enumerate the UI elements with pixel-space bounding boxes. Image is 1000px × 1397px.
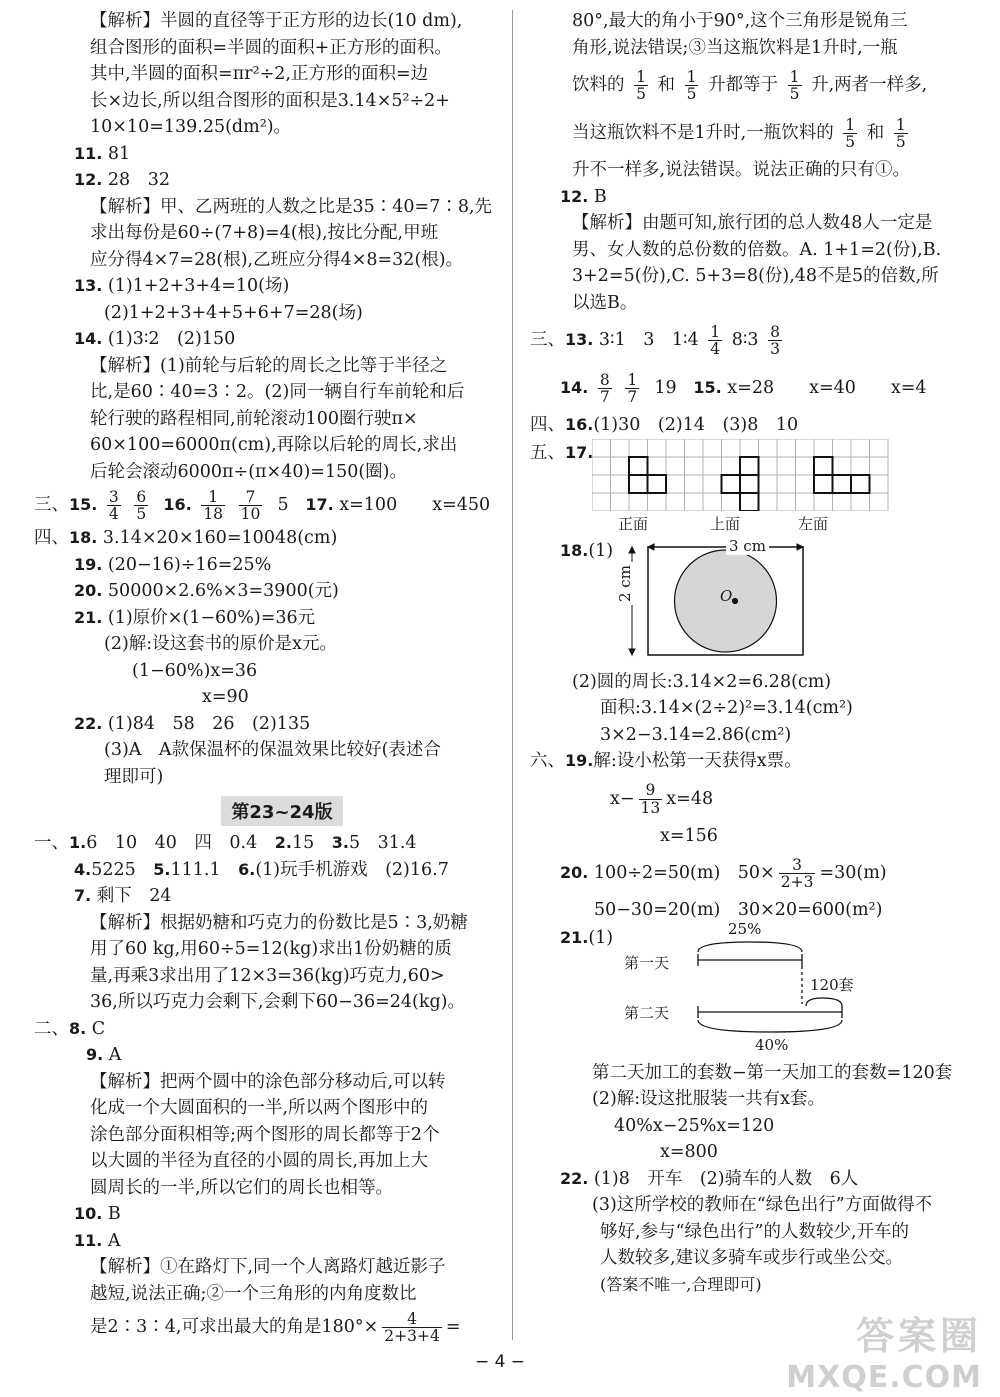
text-line: (答案不唯一,合理即可) xyxy=(600,1274,762,1294)
fraction: $\frac{8}{3}$ xyxy=(770,322,781,358)
view-left-cell xyxy=(814,475,833,493)
text-line: 理即可) xyxy=(104,766,164,787)
section-4-row: 四、16.(1)30 (2)14 (3)8 10 xyxy=(530,415,799,435)
fraction: $\frac{1}{5}$ xyxy=(845,115,856,151)
fraction: $\frac{1}{5}$ xyxy=(686,67,697,103)
text-line: 角形,说法错误;③当这瓶饮料是1升时,一瓶 xyxy=(572,37,898,58)
text-line: 【解析】①在路灯下,同一个人离路灯越近影子 xyxy=(90,1257,446,1277)
fraction: $\frac{1}{7}$ xyxy=(627,370,638,406)
view-front-cell xyxy=(629,475,648,493)
text-line: 以选B。 xyxy=(572,292,638,313)
pct-label-second: 40% xyxy=(755,1035,789,1054)
text-line: 其中,半圆的面积=πr²÷2,正方形的面积=边 xyxy=(90,64,429,84)
question-12: 12. 28 32 xyxy=(74,170,170,190)
views-grid xyxy=(592,439,892,511)
view-front-cell xyxy=(629,457,648,475)
question-21: 21.(1) xyxy=(560,927,614,948)
view-label-front: 正面 xyxy=(618,514,649,533)
text-line: (3)这所学校的教师在“绿色出行”方面做得不 xyxy=(592,1195,933,1215)
text-line: 第二天加工的套数−第一天加工的套数=120套 xyxy=(592,1062,953,1083)
pct-label-first: 25% xyxy=(728,919,762,938)
question-10: 10. B xyxy=(74,1204,121,1224)
text-line: 应分得4×7=28(根),乙班应分得4×8=32(根)。 xyxy=(90,249,464,270)
text-line: (2)1+2+3+4+5+6+7=28(场) xyxy=(104,302,363,323)
equation-line: (1−60%)x=36 xyxy=(132,660,258,681)
column-divider xyxy=(512,10,513,1340)
text-line: 10×10=139.25(dm²)。 xyxy=(90,117,292,137)
view-label-top: 上面 xyxy=(710,514,741,533)
fraction: $\frac{6}{5}$ xyxy=(136,487,147,523)
text-line: 面积:3.14×(2÷2)²=3.14(cm²) xyxy=(600,698,853,718)
text-line: 【解析】(1)前轮与后轮的周长之比等于半径之 xyxy=(90,355,448,376)
text-line: 人数较多,建议多骑车或步行或坐公交。 xyxy=(600,1248,904,1268)
equation-line: x− $\frac{9}{13}$ x=48 xyxy=(610,781,714,817)
view-label-left: 左面 xyxy=(798,514,829,533)
text-line: 组合图形的面积=半圆的面积+正方形的面积。 xyxy=(90,37,452,58)
fraction: $\frac{1}{5}$ xyxy=(895,115,906,151)
text-line: 【解析】半圆的直径等于正方形的边长(10 dm), xyxy=(90,11,463,31)
text-line: 求出每份是60÷(7+8)=4(根),按比分配,甲班 xyxy=(90,223,439,243)
text-line: (2)圆的周长:3.14×2=6.28(cm) xyxy=(572,671,832,692)
section-1-row: 4.5225 5.111.1 6.(1)玩手机游戏 (2)16.7 xyxy=(74,859,449,880)
text-line: 50−30=20(m) 30×20=600(m²) xyxy=(594,900,883,920)
question-20: 20. 50000×2.6%×3=3900(元) xyxy=(74,581,339,601)
text-line: (2)解:设这套书的原价是x元。 xyxy=(104,634,338,654)
question-14: 14. (1)3∶2 (2)150 xyxy=(74,329,236,349)
section-5-label: 五、17. xyxy=(530,442,594,463)
diff-label: 120套 xyxy=(810,975,854,994)
text-line: 量,再乘3求出用了12×3=36(kg)巧克力,60> xyxy=(90,965,445,986)
watermark-logo: 答案圈 MXQE.COM xyxy=(786,1314,982,1395)
question-11: 11. 81 xyxy=(74,143,131,164)
fraction: $\frac{3}{4}$ xyxy=(108,487,119,523)
view-left-cell xyxy=(814,457,833,475)
section-3-row: 三、15. $\frac{3}{4}$ $\frac{6}{5}$ 16. $\frac{1}{18}$ $\frac{7}{10}$ 5 17. x=100 x=450 xyxy=(34,487,491,523)
height-label: 2 cm xyxy=(616,562,634,605)
text-line: 【解析】根据奶糖和巧克力的份数比是5∶3,奶糖 xyxy=(90,912,468,933)
view-top-cell xyxy=(722,475,741,493)
equation-line: x=800 xyxy=(660,1142,718,1162)
view-front-cell xyxy=(648,475,667,493)
text-line: 后轮会滚动6000π÷(π×40)=150(圈)。 xyxy=(90,461,408,482)
view-left-cell xyxy=(833,475,852,493)
text-line: 圆周长的一半,所以它们的周长也相等。 xyxy=(90,1177,394,1198)
section-2-row: 二、8. C xyxy=(34,1018,106,1039)
text-line: 涂色部分面积相等;两个图形的周长都等于2个 xyxy=(90,1124,440,1145)
text-line: 轮行驶的路程相同,前轮滚动100圈行驶π× xyxy=(90,408,418,429)
equation-line: 40%x−25%x=120 xyxy=(614,1115,775,1136)
fraction: $\frac{9}{13}$ xyxy=(640,781,661,817)
text-line: 3×2−3.14=2.86(cm²) xyxy=(600,724,792,745)
section-6-row: 六、19.解:设小松第一天获得x票。 xyxy=(530,751,802,771)
question-11b: 11. A xyxy=(74,1230,121,1251)
text-line: 够好,参与“绿色出行”的人数较少,开车的 xyxy=(600,1221,910,1242)
fraction: $\frac{1}{4}$ xyxy=(710,322,721,358)
section-3-row: 14. $\frac{8}{7}$ $\frac{1}{7}$ 19 15. x=28 x=40 x=4 xyxy=(560,370,927,406)
text-line: 用了60 kg,用60÷5=12(kg)求出1份奶糖的质 xyxy=(90,939,452,959)
view-top-cell xyxy=(740,493,759,511)
fraction: $\frac{8}{7}$ xyxy=(599,370,610,406)
view-top-cell xyxy=(740,475,759,493)
center-point xyxy=(732,598,737,603)
fraction: $\frac{3}{2+3}$ xyxy=(780,855,814,891)
text-line: 比,是60∶40=3∶2。(2)同一辆自行车前轮和后 xyxy=(90,382,465,402)
question-22: 22. (1)8 开车 (2)骑车的人数 6人 xyxy=(560,1168,859,1189)
question-9: 9. A xyxy=(86,1045,122,1065)
section-4-row: 四、18. 3.14×20×160=10048(cm) xyxy=(34,528,338,548)
fraction: $\frac{1}{5}$ xyxy=(789,67,800,103)
text-line: 当这瓶饮料不是1升时,一瓶饮料的 $\frac{1}{5}$ 和 $\frac{1}{5}$ xyxy=(572,115,906,151)
text-line: 男、女人数的总份数的倍数。A. 1+1=2(份),B. xyxy=(572,239,942,260)
text-line: 是2∶3∶4,可求出最大的角是180°× $\frac{4}{2+3+4}$ = xyxy=(90,1309,461,1345)
question-13: 13. (1)1+2+3+4=10(场) xyxy=(74,276,290,296)
text-line: 升不一样多,说法错误。说法正确的只有①。 xyxy=(572,160,911,180)
question-18: 18.(1) xyxy=(560,540,614,561)
center-label: O xyxy=(720,586,733,605)
text-line: 【解析】把两个圆中的涂色部分移动后,可以转 xyxy=(90,1071,446,1092)
fraction: $\frac{7}{10}$ xyxy=(240,487,261,523)
equation-line: x=156 xyxy=(660,825,718,846)
equation-line: x=90 xyxy=(202,687,249,707)
width-label: 3 cm xyxy=(726,537,769,555)
fraction: $\frac{4}{2+3+4}$ xyxy=(384,1309,440,1345)
text-line: (2)解:设这批服装一共有x套。 xyxy=(592,1089,826,1109)
text-line: 饮料的 $\frac{1}{5}$ 和 $\frac{1}{5}$ 升都等于 $\frac{1}{5}$ 升,两者一样多, xyxy=(572,67,928,103)
view-left-cell xyxy=(851,475,870,493)
circle-in-rectangle-figure xyxy=(530,537,970,669)
question-21: 21. (1)原价×(1−60%)=36元 xyxy=(74,607,316,628)
question-12: 12. B xyxy=(560,186,607,207)
day1-label: 第一天 xyxy=(624,953,670,972)
right-column xyxy=(530,8,970,1298)
left-column xyxy=(34,8,502,1347)
question-20: 20. 100÷2=50(m) 50× $\frac{3}{2+3}$ =30(m) xyxy=(560,855,887,891)
segment-diagram xyxy=(530,919,970,1060)
text-line: 60×100=6000π(cm),再除以后轮的周长,求出 xyxy=(90,435,458,455)
text-line: 【解析】甲、乙两班的人数之比是35∶40=7∶8,先 xyxy=(90,196,493,217)
text-line: 80°,最大的角小于90°,这个三角形是锐角三 xyxy=(572,11,908,31)
view-top-cell xyxy=(740,457,759,475)
fraction: $\frac{1}{5}$ xyxy=(636,67,646,103)
text-line: 3+2=5(份),C. 5+3=8(份),48不是5的倍数,所 xyxy=(572,266,939,286)
text-line: 化成一个大圆面积的一半,所以两个图形中的 xyxy=(90,1098,429,1118)
text-line: (3)A A款保温杯的保温效果比较好(表述合 xyxy=(104,740,441,760)
three-views-figure xyxy=(530,439,970,537)
day2-label: 第二天 xyxy=(624,1003,670,1022)
section-title: 第23~24版 xyxy=(62,796,502,826)
text-line: 36,所以巧克力会剩下,会剩下60−36=24(kg)。 xyxy=(90,992,465,1012)
text-line: 【解析】由题可知,旅行团的总人数48人一定是 xyxy=(572,213,933,233)
text-line: 以大圆的半径为直径的小圆的周长,再加上大 xyxy=(90,1151,429,1171)
question-22: 22. (1)84 58 26 (2)135 xyxy=(74,713,311,734)
section-3-row: 三、13. 3∶1 3 1∶4 $\frac{1}{4}$ 8∶3 $\frac{8}{3}$ xyxy=(530,322,781,358)
page-number: − 4 − xyxy=(474,1352,526,1372)
circle-figure xyxy=(618,537,818,667)
fraction: $\frac{1}{18}$ xyxy=(203,487,224,523)
text-line: 越短,说法正确;②一个三角形的内角度数比 xyxy=(90,1283,417,1304)
question-7: 7. 剩下 24 xyxy=(74,886,172,906)
question-19: 19. (20−16)÷16=25% xyxy=(74,554,272,575)
section-1-row: 一、1.6 10 40 四 0.4 2.15 3.5 31.4 xyxy=(34,833,417,853)
text-line: 长×边长,所以组合图形的面积是3.14×5²÷2+ xyxy=(90,90,450,111)
